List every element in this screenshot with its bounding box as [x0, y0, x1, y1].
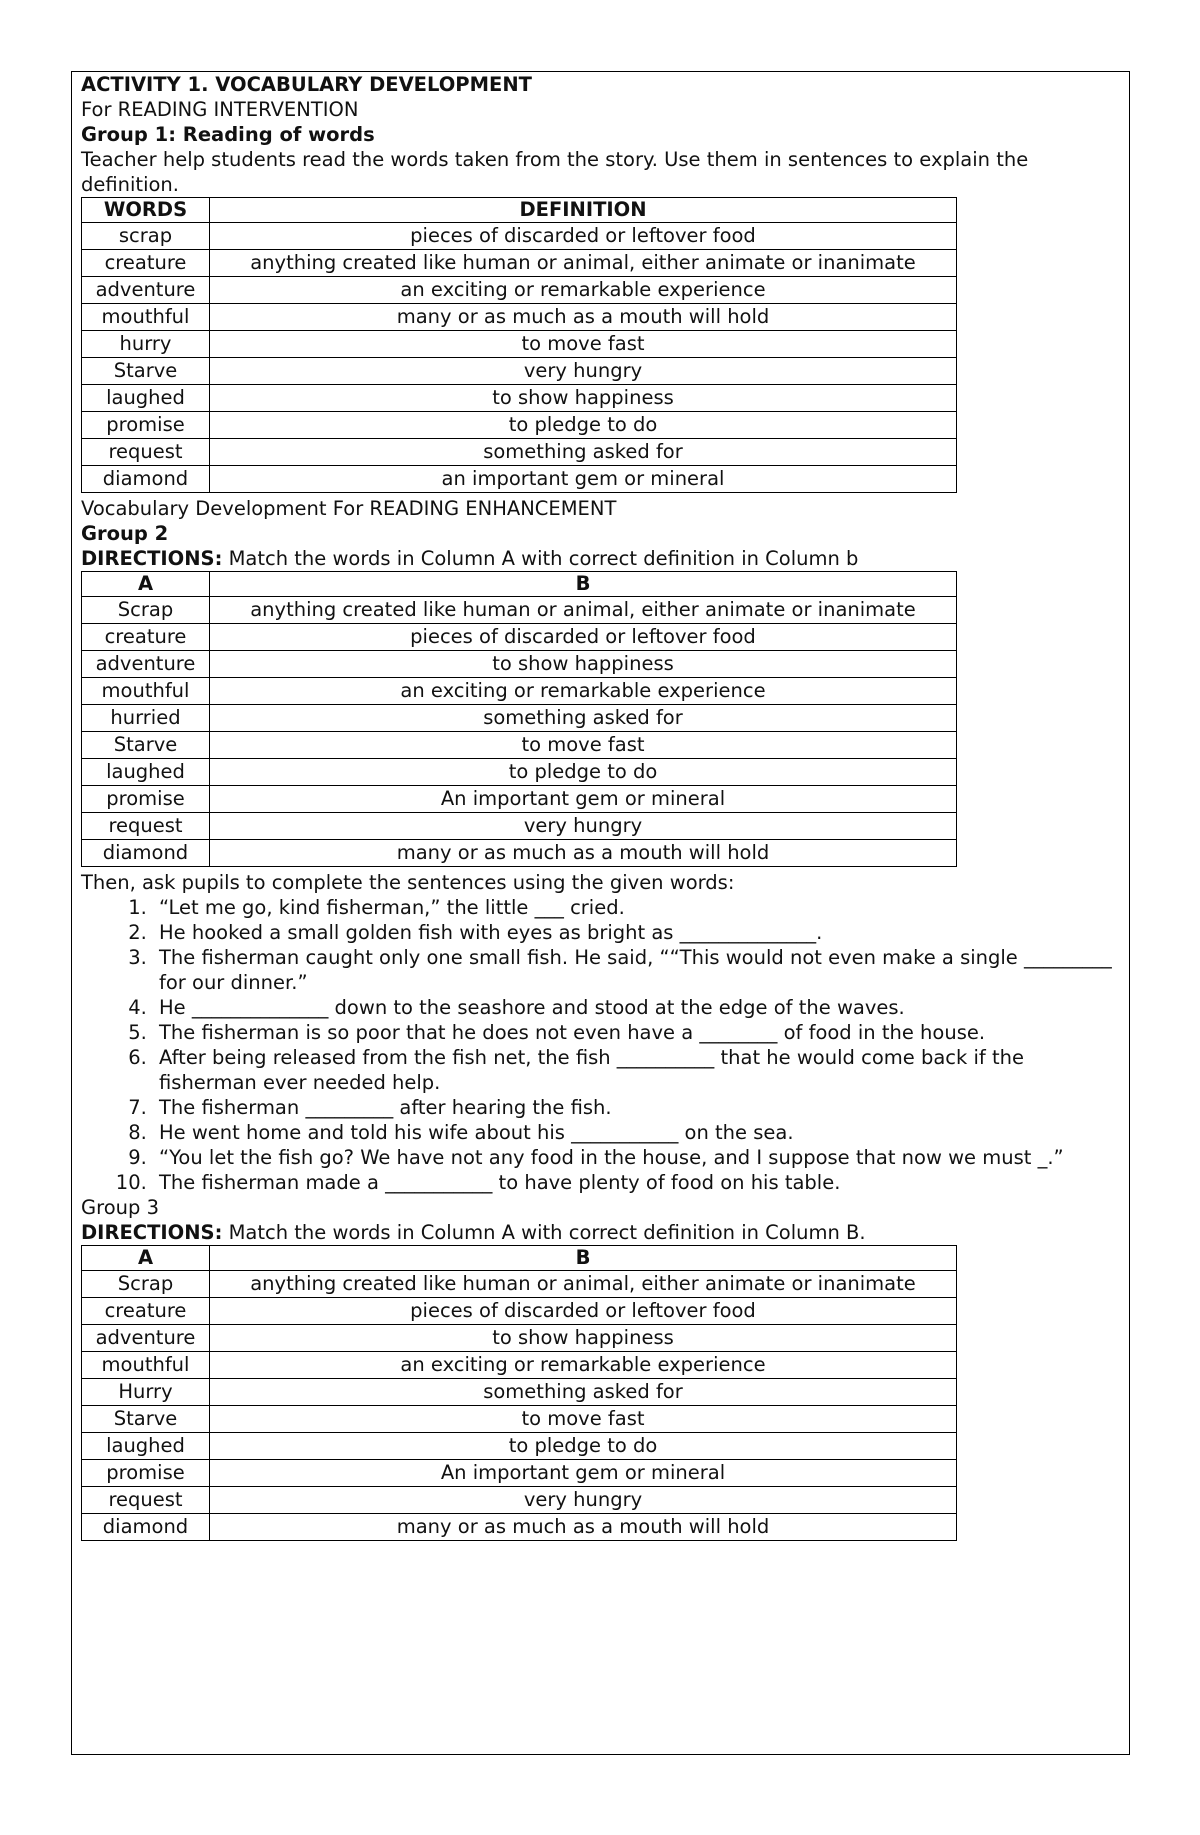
table-row [82, 732, 957, 759]
definition-cell: pieces of discarded or leftover food [210, 624, 957, 651]
group2-table-body [82, 597, 957, 867]
list-item: 10. The fisherman made a ___________ to have plenty of food on his table. [153, 1170, 1126, 1195]
table-row [82, 1433, 957, 1460]
table-row [82, 250, 957, 277]
word-cell: request [82, 1487, 210, 1514]
column-header-words: WORDS [82, 198, 210, 223]
table-row [82, 840, 957, 867]
word-cell: mouthful [82, 1352, 210, 1379]
definition-cell: something asked for [210, 705, 957, 732]
group2-heading: Group 2 [81, 522, 169, 545]
word-cell: creature [82, 250, 210, 277]
intervention-label: For READING INTERVENTION [81, 98, 359, 121]
definition-cell: anything created like human or animal, either animate or inanimate [210, 597, 957, 624]
definition-cell: an exciting or remarkable experience [210, 277, 957, 304]
definition-cell: anything created like human or animal, either animate or inanimate [210, 1271, 957, 1298]
list-item: 4. He ______________ down to the seashore and stood at the edge of the waves. [153, 995, 1126, 1020]
definition-cell: many or as much as a mouth will hold [210, 840, 957, 867]
word-cell: mouthful [82, 304, 210, 331]
table-row [82, 759, 957, 786]
definition-cell: to move fast [210, 732, 957, 759]
group3-heading: Group 3 [81, 1196, 159, 1219]
definition-cell: to move fast [210, 331, 957, 358]
group1-table [81, 197, 957, 493]
definition-cell: pieces of discarded or leftover food [210, 1298, 957, 1325]
table-row [82, 1514, 957, 1541]
word-cell: Starve [82, 358, 210, 385]
group3-table-body [82, 1271, 957, 1541]
word-cell: creature [82, 1298, 210, 1325]
definition-cell: very hungry [210, 813, 957, 840]
word-cell: Starve [82, 732, 210, 759]
group2-directions [81, 546, 1126, 571]
table-row [82, 786, 957, 813]
word-cell: request [82, 439, 210, 466]
word-cell: mouthful [82, 678, 210, 705]
definition-cell: to show happiness [210, 1325, 957, 1352]
group1-instruction: Teacher help students read the words taken from the story. Use them in sentences to explain the definition. [81, 148, 1035, 196]
definition-cell: many or as much as a mouth will hold [210, 304, 957, 331]
list-item: 1. “Let me go, kind fisherman,” the little ___ cried. [153, 895, 1126, 920]
table-row [82, 223, 957, 250]
word-cell: promise [82, 1460, 210, 1487]
definition-cell: An important gem or mineral [210, 1460, 957, 1487]
definition-cell: an important gem or mineral [210, 466, 957, 493]
table-row [82, 1352, 957, 1379]
table-row [82, 1379, 957, 1406]
word-cell: Starve [82, 1406, 210, 1433]
word-cell: promise [82, 412, 210, 439]
group3-directions [81, 1220, 1126, 1245]
table-row [82, 1325, 957, 1352]
list-item: 3. The fisherman caught only one small fish. He said, ““This would not even make a single _________ for our dinner.” [153, 945, 1126, 995]
table-row [82, 813, 957, 840]
table-row [82, 1487, 957, 1514]
table-row [82, 466, 957, 493]
table-row [82, 1460, 957, 1487]
table-row [82, 331, 957, 358]
table-row [82, 651, 957, 678]
directions-label: DIRECTIONS: [81, 1221, 223, 1244]
group3-table [81, 1245, 957, 1541]
table-row [82, 439, 957, 466]
list-item: 8. He went home and told his wife about his ___________ on the sea. [153, 1120, 1126, 1145]
definition-cell: to show happiness [210, 385, 957, 412]
word-cell: hurry [82, 331, 210, 358]
word-cell: laughed [82, 1433, 210, 1460]
word-cell: laughed [82, 385, 210, 412]
sentence-list [81, 895, 1126, 1195]
definition-cell: An important gem or mineral [210, 786, 957, 813]
column-header-b: B [210, 1246, 957, 1271]
table-header-row [82, 572, 957, 597]
group1-table-body [82, 223, 957, 493]
definition-cell: pieces of discarded or leftover food [210, 223, 957, 250]
list-item: 9. “You let the fish go? We have not any food in the house, and I suppose that now we must _.” [153, 1145, 1126, 1170]
table-row [82, 705, 957, 732]
word-cell: laughed [82, 759, 210, 786]
column-header-definition: DEFINITION [210, 198, 957, 223]
table-row [82, 385, 957, 412]
word-cell: creature [82, 624, 210, 651]
sentences-intro: Then, ask pupils to complete the sentences using the given words: [81, 871, 735, 894]
group2-table [81, 571, 957, 867]
list-item: 6. After being released from the fish net, the fish __________ that he would come back if the fisherman ever needed help. [153, 1045, 1126, 1095]
definition-cell: to show happiness [210, 651, 957, 678]
table-row [82, 1271, 957, 1298]
table-row [82, 624, 957, 651]
word-cell: diamond [82, 1514, 210, 1541]
word-cell: hurried [82, 705, 210, 732]
definition-cell: an exciting or remarkable experience [210, 1352, 957, 1379]
table-row [82, 597, 957, 624]
definition-cell: very hungry [210, 358, 957, 385]
word-cell: diamond [82, 466, 210, 493]
table-row [82, 277, 957, 304]
table-row [82, 358, 957, 385]
definition-cell: to move fast [210, 1406, 957, 1433]
table-row [82, 1406, 957, 1433]
word-cell: diamond [82, 840, 210, 867]
directions-label: DIRECTIONS: [81, 547, 223, 570]
table-row [82, 412, 957, 439]
column-header-a: A [82, 572, 210, 597]
definition-cell: to pledge to do [210, 759, 957, 786]
table-header-row [82, 198, 957, 223]
definition-cell: something asked for [210, 1379, 957, 1406]
directions-text: Match the words in Column A with correct definition in Column B. [222, 1221, 866, 1244]
group1-heading: Group 1: Reading of words [81, 123, 375, 146]
definition-cell: something asked for [210, 439, 957, 466]
word-cell: adventure [82, 651, 210, 678]
table-header-row [82, 1246, 957, 1271]
column-header-b: B [210, 572, 957, 597]
word-cell: promise [82, 786, 210, 813]
directions-text: Match the words in Column A with correct definition in Column b [222, 547, 859, 570]
definition-cell: very hungry [210, 1487, 957, 1514]
word-cell: request [82, 813, 210, 840]
enhancement-label: Vocabulary Development For READING ENHANCEMENT [81, 497, 617, 520]
definition-cell: anything created like human or animal, either animate or inanimate [210, 250, 957, 277]
word-cell: Scrap [82, 597, 210, 624]
word-cell: scrap [82, 223, 210, 250]
definition-cell: many or as much as a mouth will hold [210, 1514, 957, 1541]
table-row [82, 304, 957, 331]
word-cell: Hurry [82, 1379, 210, 1406]
definition-cell: to pledge to do [210, 1433, 957, 1460]
definition-cell: to pledge to do [210, 412, 957, 439]
worksheet [81, 72, 1126, 1541]
list-item: 7. The fisherman _________ after hearing the fish. [153, 1095, 1126, 1120]
list-item: 2. He hooked a small golden fish with eyes as bright as ______________. [153, 920, 1126, 945]
activity-title: ACTIVITY 1. VOCABULARY DEVELOPMENT [81, 73, 532, 96]
table-row [82, 678, 957, 705]
table-row [82, 1298, 957, 1325]
list-item: 5. The fisherman is so poor that he does not even have a ________ of food in the house. [153, 1020, 1126, 1045]
column-header-a: A [82, 1246, 210, 1271]
word-cell: Scrap [82, 1271, 210, 1298]
definition-cell: an exciting or remarkable experience [210, 678, 957, 705]
word-cell: adventure [82, 277, 210, 304]
word-cell: adventure [82, 1325, 210, 1352]
